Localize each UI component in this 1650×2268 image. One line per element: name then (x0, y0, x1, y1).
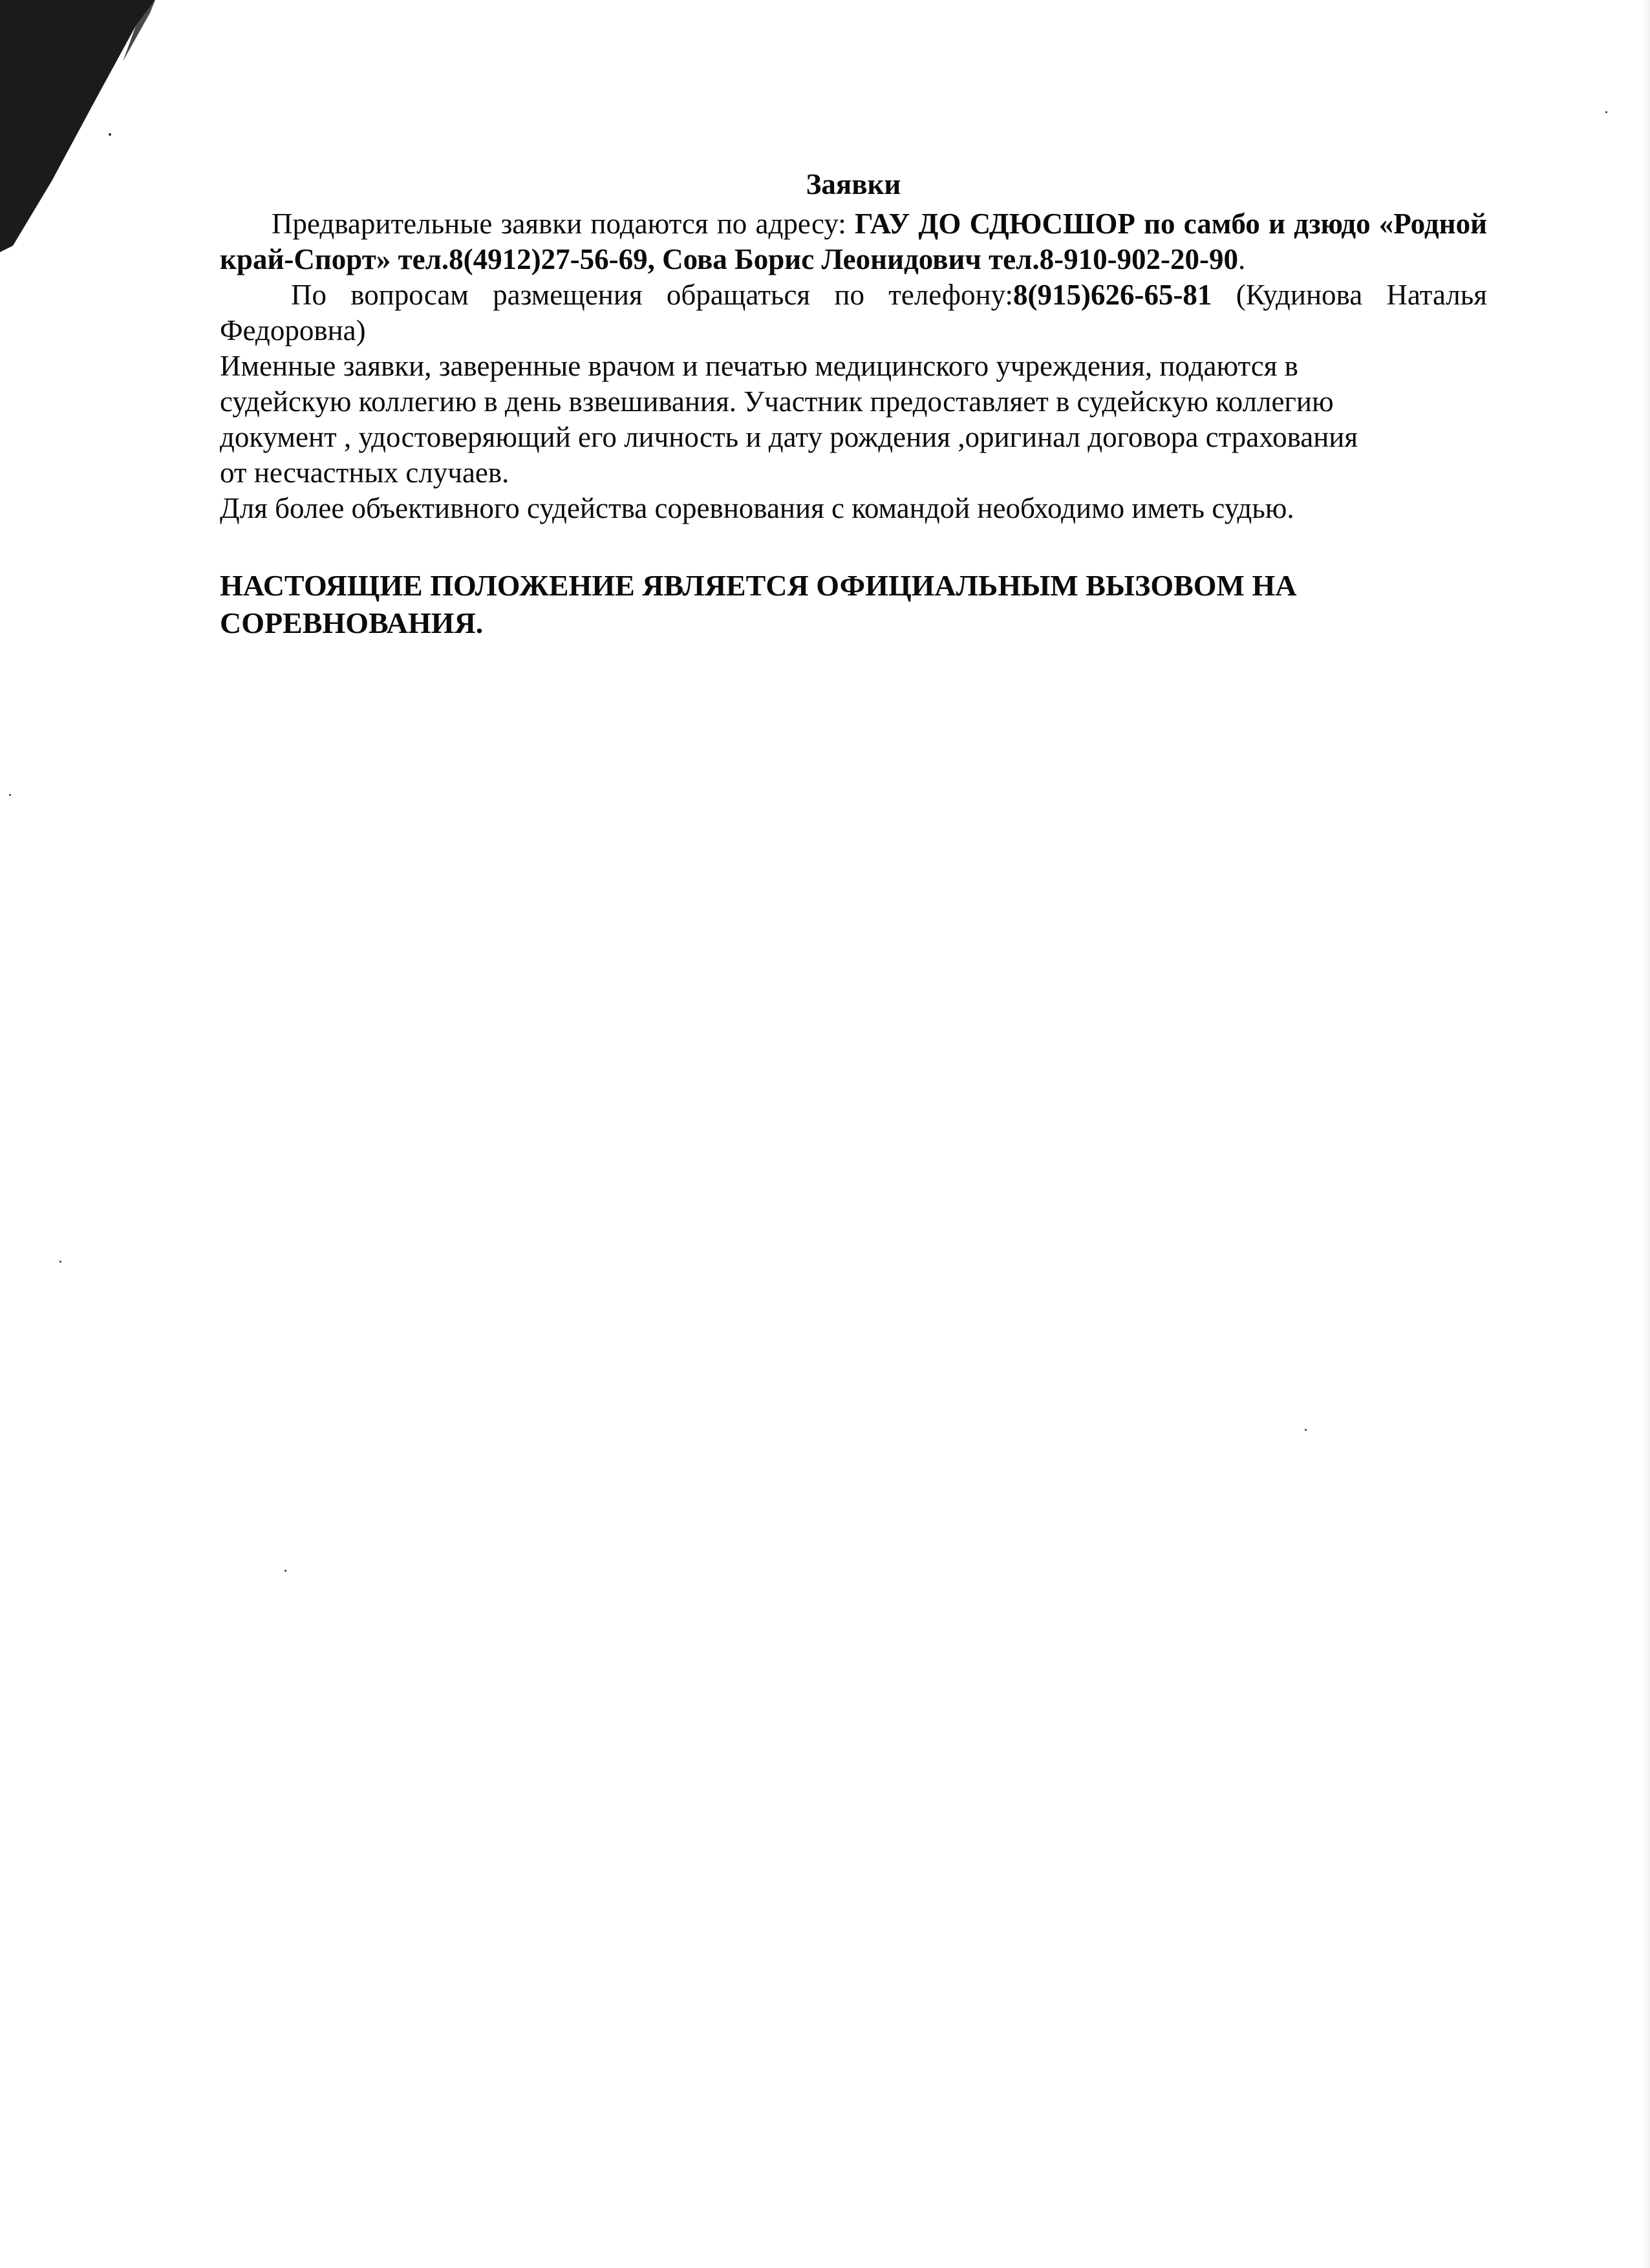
scan-speck (59, 1261, 61, 1263)
scan-speck (1605, 111, 1607, 113)
paragraph-line: документ , удостоверяющий его личность и дату рождения ,оригинал договора страхования (220, 421, 1358, 453)
document-body (220, 167, 1487, 642)
paragraph-referee-requirement: Для более объективного судейства соревнования с командой необходимо иметь судью. (220, 492, 1294, 524)
scan-edge-shadow (1641, 0, 1650, 2268)
paragraph-text: . (1238, 243, 1246, 275)
scan-speck (9, 794, 11, 796)
paragraph-line: Именные заявки, заверенные врачом и печатью медицинского учреждения, подаются в (220, 350, 1298, 382)
scan-shadow-corner (0, 0, 155, 252)
paragraph-named-applications (220, 348, 1487, 491)
scan-speck (109, 133, 111, 136)
scan-speck (1305, 1429, 1307, 1431)
paragraph-line: от несчастных случаев. (220, 456, 509, 489)
scan-speck (284, 1570, 286, 1572)
notice-line: НАСТОЯЩИЕ ПОЛОЖЕНИЕ ЯВЛЯЕТСЯ ОФИЦИАЛЬНЫМ ВЫЗОВОМ НА (220, 569, 1297, 602)
accommodation-phone: 8(915)626-65-81 (1012, 279, 1212, 311)
organization-contact: ГАУ ДО СДЮСШОР по самбо и дзюдо «Родной край-Спорт» тел.8(4912)27-56-69, Сова Борис Леонидович тел.8-910-902-20-90 (220, 208, 1487, 275)
notice-line: СОРЕВНОВАНИЯ. (220, 606, 484, 639)
paragraph-accommodation-contact (220, 277, 1487, 348)
paragraph-preliminary-applications (220, 206, 1487, 277)
paragraph-text: По вопросам размещения обращаться по телефону: (291, 279, 1013, 311)
paragraph-line: судейскую коллегию в день взвешивания. Участник предоставляет в судейскую коллегию (220, 385, 1334, 418)
paragraph-text: Предварительные заявки подаются по адресу: (272, 208, 855, 240)
official-call-notice (220, 567, 1487, 642)
section-heading: Заявки (806, 168, 901, 200)
paragraph-text: (Кудинова Наталья Федоровна) (220, 279, 1487, 347)
